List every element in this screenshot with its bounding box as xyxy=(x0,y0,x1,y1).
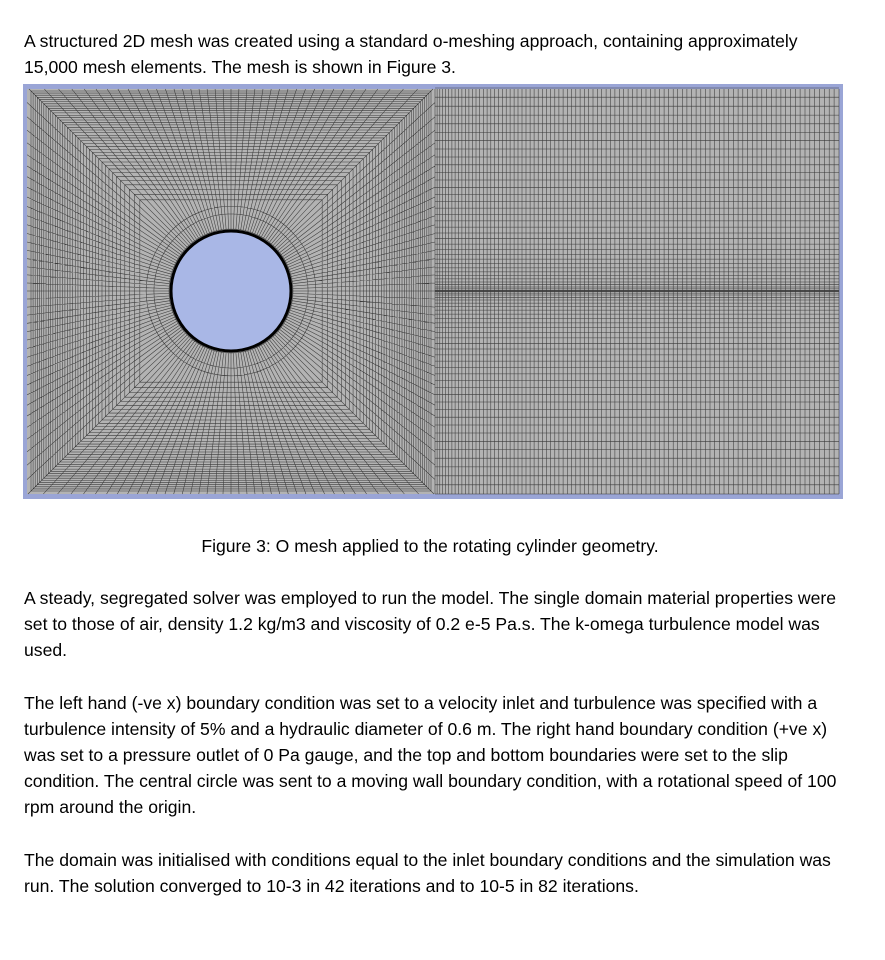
figure-caption: Figure 3: O mesh applied to the rotating cylinder geometry. xyxy=(201,536,659,556)
mesh-image xyxy=(23,84,843,499)
solver-paragraph: A steady, segregated solver was employed to run the model. The single domain material properties were set to those of air, density 1.2 kg/m3 and viscosity of 0.2 e-5 Pa.s. The k-omega turbulence model was used. xyxy=(24,588,837,660)
mesh-figure xyxy=(23,84,843,499)
initialisation-paragraph: The domain was initialised with conditions equal to the inlet boundary conditions and the simulation was run. The solution converged to 10-3 in 42 iterations and to 10-5 in 82 iterations. xyxy=(24,850,831,896)
intro-paragraph: A structured 2D mesh was created using a standard o-meshing approach, containing approximately 15,000 mesh elements. The mesh is shown in Figure 3. xyxy=(24,31,798,77)
cylinder xyxy=(171,231,291,351)
boundary-paragraph: The left hand (-ve x) boundary condition was set to a velocity inlet and turbulence was specified with a turbulence intensity of 5% and a hydraulic diameter of 0.6 m. The right hand boundary condition (+ve x) was set to a pressure outlet of 0 Pa gauge, and the top and bottom boundaries were set to the slip condition. The central circle was sent to a moving wall boundary condition, with a rotational speed of 100 rpm around the origin. xyxy=(24,693,837,817)
